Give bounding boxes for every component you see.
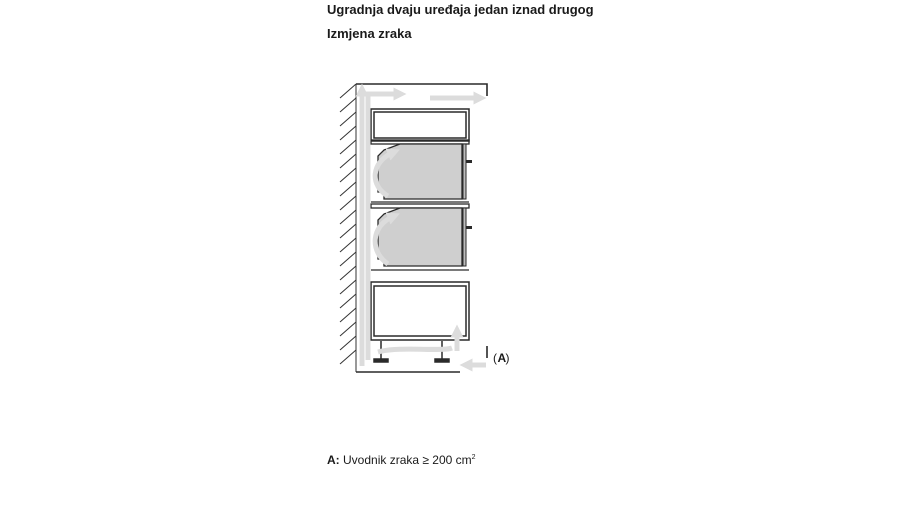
callout-open: ( [493,351,497,365]
top-compartment [371,109,469,141]
section-subtitle: Izmjena zraka [327,26,412,41]
callout-close: ) [505,351,510,365]
legend-text: Uvodnik zraka ≥ 200 cm [343,453,472,467]
air-exchange-diagram [330,76,530,381]
legend-key: A: [327,453,340,467]
base-compartment [371,282,469,340]
callout-letter: A [497,351,507,365]
callout-a [493,351,510,365]
legend [327,453,476,467]
page-title: Ugradnja dvaju uređaja jedan iznad drugog [327,2,594,17]
wall-hatching [340,84,356,372]
legend-superscript: 2 [471,454,476,461]
